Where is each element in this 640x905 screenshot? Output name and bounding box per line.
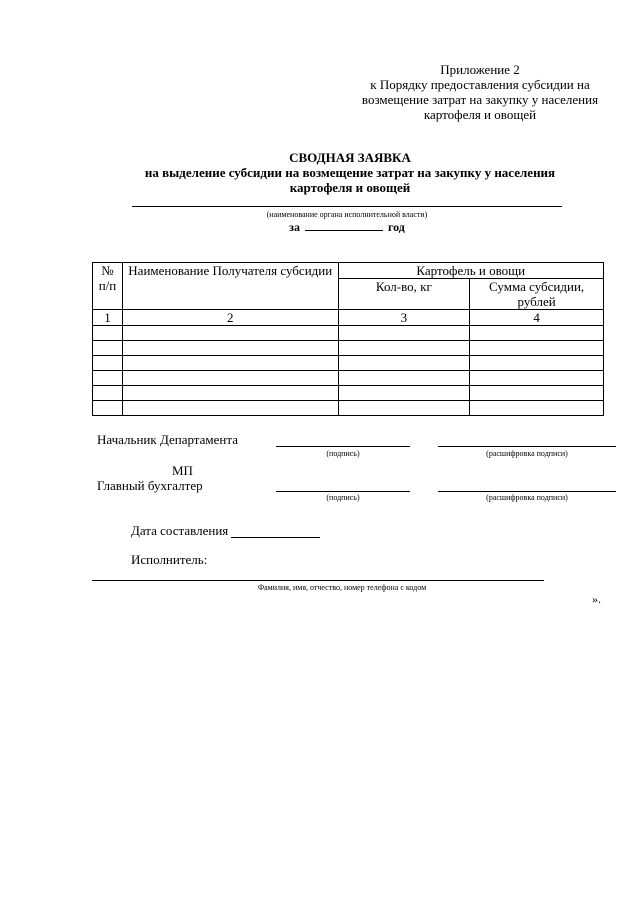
org-name-field[interactable] (132, 206, 562, 207)
year-field[interactable] (305, 220, 383, 231)
header-recipient-name: Наименование Получателя субсидии (122, 263, 338, 310)
title-line-3: картофеля и овощей (289, 180, 411, 195)
appendix-line: картофеля и овощей (423, 107, 537, 122)
table-cell[interactable] (93, 371, 123, 386)
table-row (93, 386, 604, 401)
table-cell[interactable] (470, 326, 604, 341)
header-quantity: Кол-во, кг (338, 279, 470, 310)
header-subsidy-sum: Сумма субсидии, рублей (470, 279, 604, 310)
table-row (93, 401, 604, 416)
date-field[interactable] (231, 537, 320, 538)
appendix-line: Приложение 2 (440, 62, 520, 77)
decode-caption: (расшифровка подписи) (486, 493, 568, 502)
table-cell[interactable] (122, 386, 338, 401)
appendix-line: возмещение затрат на закупку у населения (361, 92, 599, 107)
executor-field[interactable] (92, 580, 544, 581)
table-cell[interactable] (338, 401, 470, 416)
table-cell[interactable] (93, 326, 123, 341)
subsidy-table (92, 262, 604, 416)
accountant-signature-decode-field[interactable] (438, 491, 616, 492)
signature-caption: (подпись) (326, 449, 360, 458)
table-cell[interactable] (93, 401, 123, 416)
accountant-signature-field[interactable] (276, 491, 410, 492)
executor-caption: Фамилия, имя, отчество, номер телефона с кодом (257, 583, 427, 592)
table-row (93, 371, 604, 386)
table-cell[interactable] (338, 371, 470, 386)
period-prefix: за (289, 220, 300, 234)
table-cell[interactable] (338, 386, 470, 401)
table-cell[interactable] (122, 326, 338, 341)
title-line-2: на выделение субсидии на возмещение затрат на закупку у населения (144, 165, 556, 180)
head-of-department-label: Начальник Департамента (97, 432, 238, 447)
decode-caption: (расшифровка подписи) (486, 449, 568, 458)
table-cell[interactable] (93, 386, 123, 401)
table-cell[interactable] (122, 341, 338, 356)
table-cell[interactable] (338, 341, 470, 356)
table-cell[interactable] (470, 401, 604, 416)
table-row (93, 326, 604, 341)
appendix-line: к Порядку предоставления субсидии на (370, 77, 590, 92)
header-potato-vegetables: Картофель и овощи (338, 263, 603, 279)
table-cell[interactable] (470, 386, 604, 401)
stamp-label: МП (172, 463, 193, 478)
org-name-caption: (наименование органа исполнительной власти) (266, 210, 428, 219)
executor-label: Исполнитель: (131, 552, 208, 567)
chief-accountant-label: Главный бухгалтер (97, 478, 203, 493)
head-signature-field[interactable] (276, 446, 410, 447)
table-cell[interactable] (122, 401, 338, 416)
date-label: Дата составления (131, 523, 229, 538)
period-suffix: год (387, 220, 405, 234)
table-cell[interactable] (122, 356, 338, 371)
appendix-header (340, 62, 620, 122)
closing-quote: ». (592, 592, 601, 606)
table-cell[interactable] (338, 356, 470, 371)
period-line (132, 220, 562, 235)
table-row (93, 356, 604, 371)
table-cell[interactable] (470, 356, 604, 371)
column-number: 1 (93, 310, 123, 326)
table-cell[interactable] (93, 341, 123, 356)
header-num: № п/п (93, 263, 123, 310)
table-cell[interactable] (93, 356, 123, 371)
table-cell[interactable] (470, 341, 604, 356)
document-title (90, 150, 610, 195)
head-signature-decode-field[interactable] (438, 446, 616, 447)
table-cell[interactable] (470, 371, 604, 386)
table-cell[interactable] (338, 326, 470, 341)
table-cell[interactable] (122, 371, 338, 386)
column-number: 3 (338, 310, 470, 326)
table-row (93, 341, 604, 356)
title-line-1: СВОДНАЯ ЗАЯВКА (289, 150, 411, 165)
signature-caption: (подпись) (326, 493, 360, 502)
column-number: 2 (122, 310, 338, 326)
column-number: 4 (470, 310, 604, 326)
